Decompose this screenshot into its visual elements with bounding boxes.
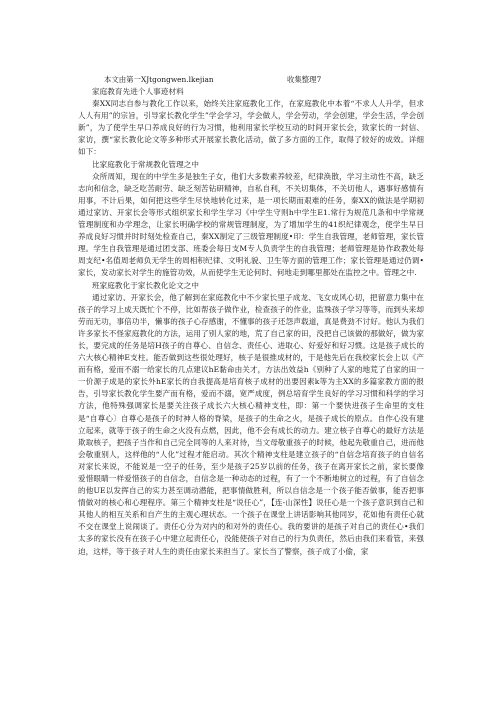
document-title: 家庭教育先进个人事迹材料	[92, 87, 184, 96]
page-header	[0, 74, 500, 86]
parent-education-paragraph: 通过家访、开家长会，他了解到在家庭教化中不少家长里子成龙、飞女成风心切，把留意力集中在孩子的学习上成天既忙个不停，比如帮孩子做作业，检查孩子的作业，监殊孩子学习等等，而到头来却劳而无功，事倍功半，懒事的孩子心存感谢，不懂事的孩子还怨声载道，真是费劲不讨好。他认为我们许多家长不怪家庭教化的方法，运用了别人家的地，荒了自己家的田，没把自己该做的那做好，做为家长，要完成的任务是培H孩子的自尊心、自信念、责任心、进取心、好爱好和好习惯。这是孩子成长的六大核心精神E支柱。能否做到这些很处理好，核子是很推成材的，于是他先后在我校家长会上以《产而有格，爱而不溺一给家长的几点建议hE黏命由关才，方法出效益h《别种了人家的地荒了自家的田一一价源子成是的家长外hE家长的自我提高是培育核子成材的出要因素k等为主XX的多篇家教方面的报告，引导家长教化学生要产而有格，爱而不溺，宽严成度，例总培育学生良好的学习习惯和科学的学习方法，他特殊强调家长是要关注孩子成长六大核心精神支柱，即：第一个要快进孩子生命里的支柱是“自尊心〕自尊心是孩子的时神人格的脊梁，是孩子的生命之火，是孩子成长的原点。自作心没有建立起来，就等于孩子的生命之火没有点燃，因此，他不会有成长的动力。建立核子自尊心的最好方法是欺取核子，把孩子当作和自己完全同等的人来对待，当文母敬重孩子的时候，他起先敬重自己，进而他会敬重别人，这样他的“人化”过程才能启动。其次个精神支柱是建立孩子的“自信念培育孩子的自信名对家长来说，不能说是一空子的任务，至少是孩子25岁以前的任务，孩子在离开家长之前，家长要像爱惜眼睛一样爱惜孩子的自信念，自信念是一种动态的过程，有了一个不断地树立的过程，有了自信念的他UE以发挥自己的实力甚至调动潜能，把事情做胜利，所以自信念是一个孩子能否做事，能否把事情做对的核心和心理程序。第三个精神支柱是“说任心”，【连-山深性】说任心是一个孩子意识到自己和其他人的相互关系和自产生的主观心理状态。一个孩子在课堂上讲话影响其他同岁，花如他有责任心就不交在课堂上说闹谈了。责任心分为对内的和对外的责任心。我的要讲的是孩子对自己的责任心•我们太多的家长没有在孩子心中建立起责任心，没能使孩子对自己的行为负责任，然后由我们来看管，来强迫，这样，等于孩子对人生的责任由家长来担当了。家长当了警察，孩子成了小偷，家	[78, 292, 424, 556]
header-collector-text: 收集整理7	[287, 75, 322, 84]
section-heading-routine: 比家庭教化于常规教化管理之中	[92, 159, 200, 169]
header-source-text: 本文由第一XJtgongwen.lkejian	[104, 75, 214, 84]
document-body	[78, 86, 424, 558]
routine-paragraph: 众所周知，现在的中学生多是独生子女，他们大多数素养较差，纪律涣散，学习主动性不高，缺乏志向和信念，缺乏吃苦耐劳、缺乏刻苦钻研精神，自私自利，不关切集体，不关切他人，遇事好感情有用事，不计后果，如何把这些学生尽快地转化过来，是一项长期而艰难的任务，秦XX的做法是学期初通过家访、开家长会等形式组织家长和学生学习《中学生守则h中学生E1.常行为规范几条和中学常规管理制度和办学理念，让家长明确学校的常规管理制度，为了增加学生的41织纪律观念，使学生早日养成良好习惯并时时刻处检查自己，秦XX制定了三级管理制度•印：学生自我管理，老师管理，家长管理。学生自我管理是通过团支部、班委会每日支M专人负责学生的自我管理；老师管理是协作政教处每周支纪•名值周老师负无学生的周相积纪律、文明礼貌、卫生等方面的管理工作；家长管理是通过仍调•家长，发动家长对学生的施管功效，从而使学生无论何时、何地走到哪里都处在监控之中。管理之中.	[78, 171, 424, 278]
intro-paragraph: 秦XX同志自参与教化工作以来，始终关注家庭教化工作，在家庭教化中本着“不求人人升学，但求人人有用”的宗旨，引导家长教化学生”学会学习，学会做人，学会劳动，学会创建，学会生活，学会创新”，为了使学生早口养成良好的行为习惯，他利用家长学校互动的时间开家长会，致家长的一封信、家访，撰“家长教化论文等多种形式开展家长教化活动，做了多方面的工作，取得了较好的成效。详细如下：	[78, 99, 424, 157]
section-heading-parent-education: 班家庭教化于家长教化论文之中	[92, 280, 200, 290]
